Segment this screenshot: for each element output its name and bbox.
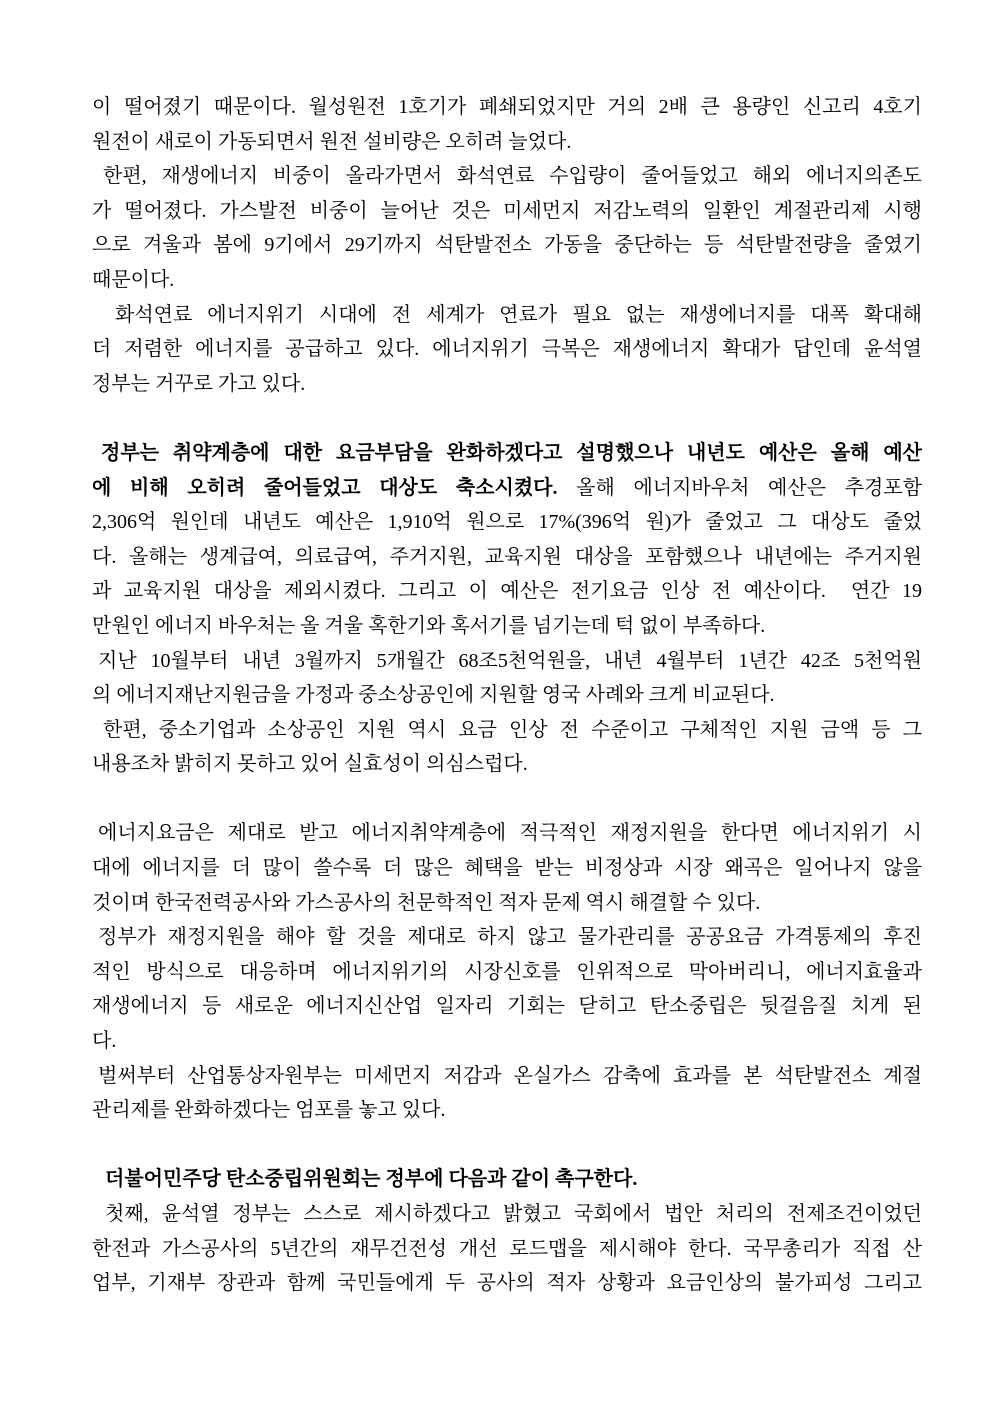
- text-segment: 2,306억 원인데 내년도 예산은 1,910억 원으로 17%(396억 원)가 줄었고 그 대상도 줄었: [92, 511, 922, 534]
- text-segment: 정부는 거꾸로 가고 있다.: [92, 372, 306, 395]
- text-segment: 만원인 에너지 바우처는 올 겨울 혹한기와 혹서기를 넘기는데 턱 없이 부족하다.: [92, 614, 766, 637]
- text-segment: 으로 겨울과 봄에 9기에서 29기까지 석탄발전소 가동을 중단하는 등 석탄발전량을 줄였기: [92, 234, 922, 257]
- text-line: [92, 332, 922, 367]
- text-segment: 업부, 기재부 장관과 함께 국민들에게 두 공사의 적자 상황과 요금인상의 불가피성 그리고: [92, 1272, 922, 1295]
- text-line: [92, 574, 922, 609]
- text-line: [92, 228, 922, 263]
- text-line: [92, 644, 922, 679]
- text-line: [92, 194, 922, 229]
- text-segment: 올해 에너지바우처 예산은 추경포함: [557, 476, 922, 499]
- text-line: [92, 1162, 922, 1197]
- text-segment: 한전과 가스공사의 5년간의 재무건전성 개선 로드맵을 제시해야 한다. 국무총리가 직접 산: [92, 1237, 922, 1260]
- text-segment: 한편, 재생에너지 비중이 올라가면서 화석연료 수입량이 줄어들었고 해외 에너지의존도: [103, 165, 922, 188]
- text-segment: 한편, 중소기업과 소상공인 지원 역시 요금 인상 전 수준이고 구체적인 지원 금액 등 그: [103, 718, 922, 741]
- text-segment: 원전이 새로이 가동되면서 원전 설비량은 오히려 늘었다.: [92, 130, 572, 153]
- text-line: [92, 1059, 922, 1094]
- text-segment: 에너지요금은 제대로 받고 에너지취약계층에 적극적인 재정지원을 한다면 에너지위기 시: [98, 822, 922, 845]
- text-line: [92, 367, 922, 402]
- text-line: [92, 989, 922, 1024]
- text-line: [92, 263, 922, 298]
- text-segment: 의 에너지재난지원금을 가정과 중소상공인에 지원할 영국 사례와 크게 비교된다.: [92, 684, 775, 707]
- text-line: [92, 90, 922, 125]
- text-segment: 정부가 재정지원을 해야 할 것을 제대로 하지 않고 물가관리를 공공요금 가격통제의 후진: [98, 926, 922, 949]
- text-segment: 가 떨어졌다. 가스발전 비중이 늘어난 것은 미세먼지 저감노력의 일환인 계절관리제 시행: [92, 199, 922, 222]
- blank-line: [92, 782, 922, 817]
- text-line: [92, 159, 922, 194]
- text-segment: 이 떨어졌기 때문이다. 월성원전 1호기가 폐쇄되었지만 거의 2배 큰 용량인 신고리 4호기: [92, 96, 922, 118]
- text-segment: 더불어민주당 탄소중립위원회는 정부에 다음과 같이 촉구한다.: [105, 1168, 638, 1191]
- text-line: [92, 747, 922, 782]
- text-segment: 과 교육지원 대상을 제외시켰다. 그리고 이 예산은 전기요금 인상 전 예산이다. 연간 19: [92, 580, 922, 603]
- text-line: [92, 678, 922, 713]
- text-line: [92, 609, 922, 644]
- text-segment: 첫째, 윤석열 정부는 스스로 제시하겠다고 밝혔고 국회에서 법안 처리의 전제조건이었던: [105, 1203, 922, 1225]
- text-line: [92, 505, 922, 540]
- text-segment: 지난 10월부터 내년 3월까지 5개월간 68조5천억원을, 내년 4월부터 1년간 42조 5천억원: [98, 649, 922, 672]
- text-segment: 재생에너지 등 새로운 에너지신산업 일자리 기회는 닫히고 탄소중립은 뒷걸음질 치게 된: [92, 995, 922, 1018]
- text-segment: 다.: [92, 1030, 117, 1053]
- text-segment: 정부는 취약계층에 대한 요금부담을 완화하겠다고 설명했으나 내년도 예산은 올해 예산: [101, 441, 922, 464]
- blank-line: [92, 401, 922, 436]
- text-line: [92, 1024, 922, 1059]
- text-line: [92, 436, 922, 471]
- text-line: [92, 920, 922, 955]
- text-segment: 관리제를 완화하겠다는 엄포를 놓고 있다.: [92, 1099, 446, 1122]
- text-line: [92, 540, 922, 575]
- text-segment: 내용조차 밝히지 못하고 있어 실효성이 의심스럽다.: [92, 753, 528, 776]
- text-segment: 것이며 한국전력공사와 가스공사의 천문학적인 적자 문제 역시 해결할 수 있다.: [92, 891, 761, 914]
- text-segment: 에 비해 오히려 줄어들었고 대상도 축소시켰다.: [92, 476, 558, 499]
- text-line: [92, 955, 922, 990]
- text-segment: 벌써부터 산업통상자원부는 미세먼지 저감과 온실가스 감축에 효과를 본 석탄발전소 계절: [98, 1064, 922, 1087]
- text-line: [92, 816, 922, 851]
- text-line: [92, 1197, 922, 1232]
- document-body: [92, 90, 922, 1301]
- text-segment: 화석연료 에너지위기 시대에 전 세계가 연료가 필요 없는 재생에너지를 대폭 확대해: [115, 303, 922, 326]
- text-segment: 다. 올해는 생계급여, 의료급여, 주거지원, 교육지원 대상을 포함했으나 내년에는 주거지원: [92, 545, 922, 568]
- text-line: [92, 886, 922, 921]
- text-segment: 적인 방식으로 대응하며 에너지위기의 시장신호를 인위적으로 막아버리니, 에너지효율과: [92, 960, 922, 983]
- text-line: [92, 1232, 922, 1267]
- text-line: [92, 1266, 922, 1301]
- text-line: [92, 1093, 922, 1128]
- text-segment: 대에 에너지를 더 많이 쓸수록 더 많은 혜택을 받는 비정상과 시장 왜곡은 일어나지 않을: [92, 857, 922, 880]
- text-line: [92, 298, 922, 333]
- blank-line: [92, 1128, 922, 1163]
- text-segment: 때문이다.: [92, 268, 175, 291]
- text-line: [92, 713, 922, 748]
- text-line: [92, 125, 922, 160]
- text-line: [92, 851, 922, 886]
- text-segment: 더 저렴한 에너지를 공급하고 있다. 에너지위기 극복은 재생에너지 확대가 답인데 윤석열: [92, 338, 922, 361]
- text-line: [92, 471, 922, 506]
